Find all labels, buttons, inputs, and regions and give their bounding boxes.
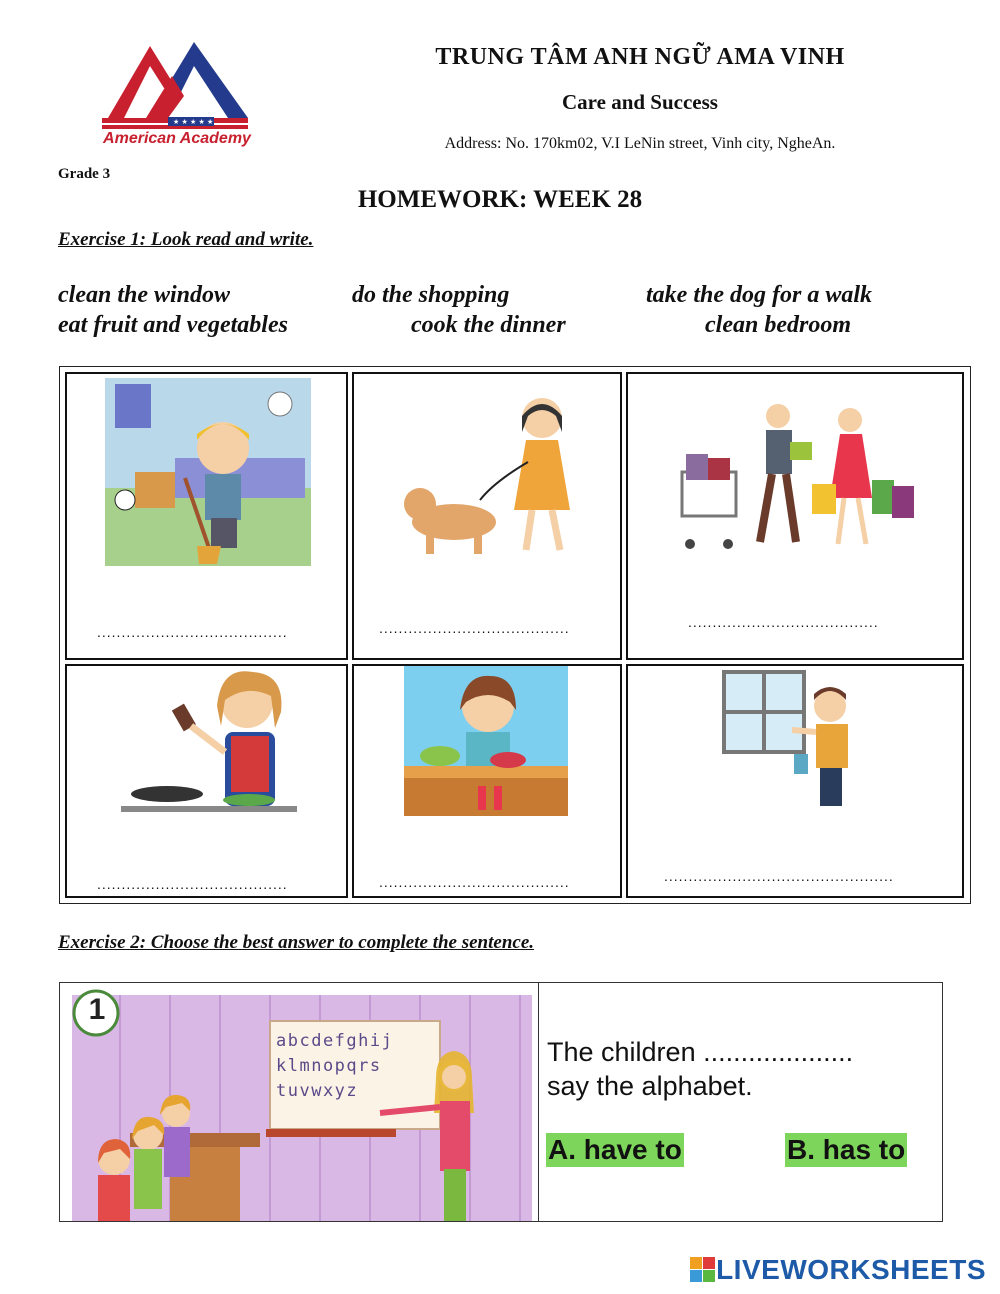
answer-line[interactable]: ....................................... xyxy=(688,614,879,630)
classroom-picture xyxy=(60,983,539,1221)
word-bank-item: clean the window xyxy=(58,282,231,308)
picture-cell-sweeping xyxy=(65,372,348,660)
couple-shopping-picture xyxy=(672,402,922,552)
word-bank-item: take the dog for a walk xyxy=(646,282,872,308)
grade-label: Grade 3 xyxy=(58,166,111,182)
homework-title: HOMEWORK: WEEK 28 xyxy=(357,186,643,213)
picture-cell-eating xyxy=(352,664,622,898)
sentence-line-2: say the alphabet. xyxy=(547,1071,753,1101)
answer-line[interactable]: ....................................... xyxy=(97,624,288,640)
word-bank-item: do the shopping xyxy=(352,282,510,308)
liveworksheets-brand[interactable] xyxy=(690,1253,986,1287)
picture-cell-cooking xyxy=(65,664,348,898)
sentence-line-1: The children .................... xyxy=(547,1037,854,1067)
boy-cleaning-window-picture xyxy=(722,670,858,810)
answer-line[interactable]: ....................................... xyxy=(379,874,570,890)
picture-cell-dog-walk xyxy=(352,372,622,660)
board-line: tuvwxyz xyxy=(276,1081,359,1101)
option-b-button[interactable]: B. has to xyxy=(787,1134,906,1165)
american-academy-logo xyxy=(88,38,263,158)
picture-cell-window xyxy=(626,664,964,898)
liveworksheets-logo-icon xyxy=(690,1257,716,1283)
slogan: Care and Success xyxy=(562,90,718,114)
school-name: TRUNG TÂM ANH NGỮ AMA VINH xyxy=(435,44,845,70)
question-sentence xyxy=(547,1035,927,1103)
svg-text:★ ★ ★ ★ ★: ★ ★ ★ ★ ★ xyxy=(173,118,214,126)
picture-grid xyxy=(59,366,971,904)
question-1-box xyxy=(59,982,943,1222)
answer-line[interactable]: ............................................... xyxy=(664,868,894,884)
girl-eating-fruit-picture xyxy=(404,666,568,816)
brand-text: LIVEWORKSHEETS xyxy=(716,1254,986,1285)
word-bank-item: eat fruit and vegetables xyxy=(58,312,288,338)
exercise-2-title: Exercise 2: Choose the best answer to complete the sentence. xyxy=(58,932,535,953)
picture-cell-shopping xyxy=(626,372,964,660)
exercise-1-title: Exercise 1: Look read and write. xyxy=(58,229,314,250)
woman-cooking-picture xyxy=(121,666,301,816)
word-bank-item: clean bedroom xyxy=(705,312,851,338)
question-number: 1 xyxy=(88,993,106,1026)
answer-line[interactable]: ....................................... xyxy=(379,620,570,636)
word-bank-item: cook the dinner xyxy=(411,312,566,338)
logo-text: American Academy xyxy=(103,130,251,147)
board-line: klmnopqrs xyxy=(276,1056,382,1076)
board-line: abcdefghij xyxy=(276,1031,394,1051)
alphabet-board xyxy=(276,1029,440,1104)
answer-line[interactable]: ....................................... xyxy=(97,876,288,892)
boy-sweeping-picture xyxy=(105,378,311,566)
address: Address: No. 170km02, V.I LeNin street, Vinh city, NgheAn. xyxy=(444,135,836,152)
girl-walking-dog-picture xyxy=(394,392,584,562)
option-a-button[interactable]: A. have to xyxy=(548,1134,682,1165)
